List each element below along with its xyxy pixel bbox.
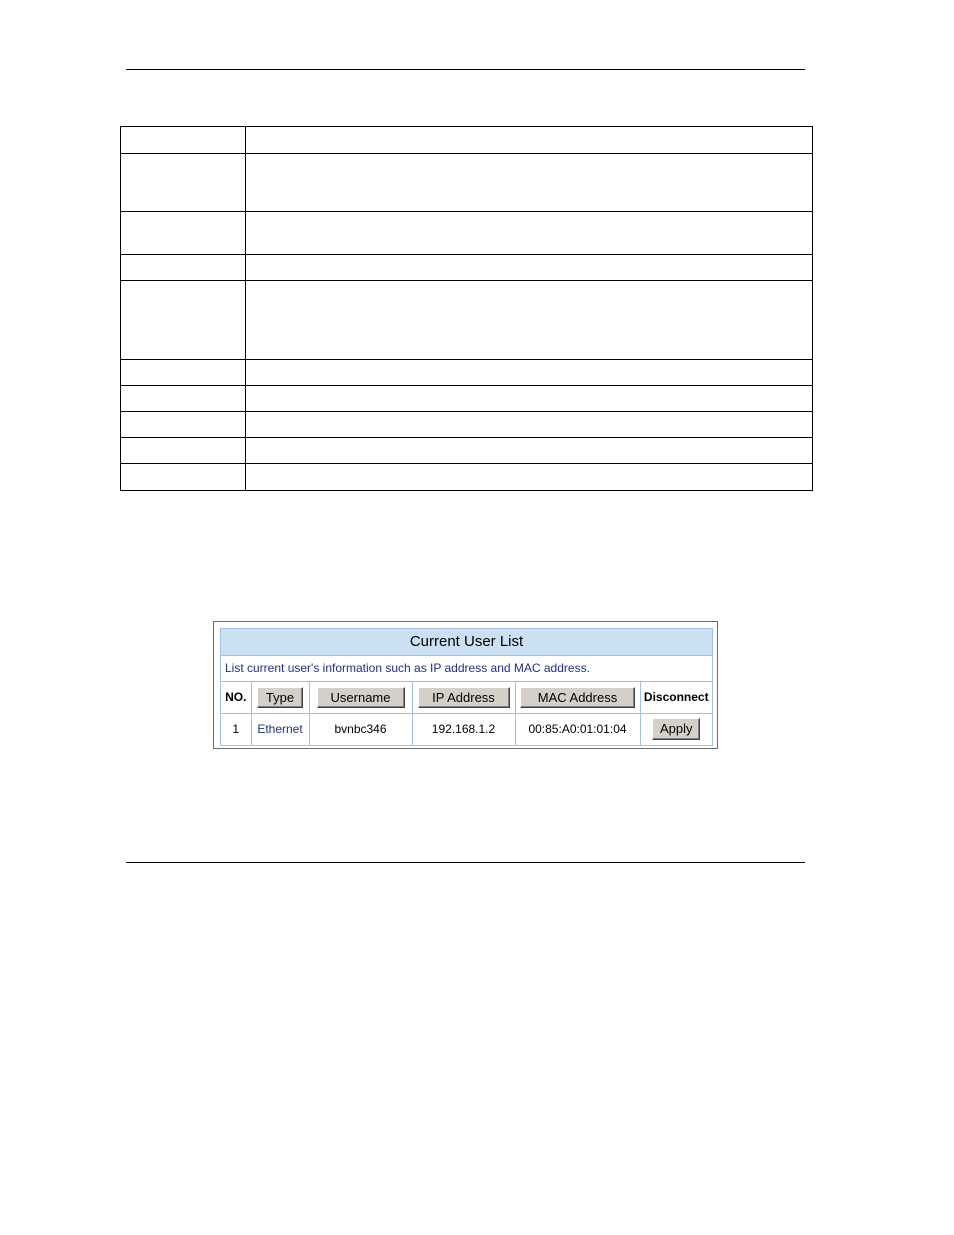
table-cell bbox=[121, 386, 246, 412]
sort-by-type-button[interactable]: Type bbox=[257, 687, 303, 708]
cell-ip-address: 192.168.1.2 bbox=[412, 713, 515, 745]
table-cell bbox=[246, 212, 813, 255]
table-row bbox=[121, 464, 813, 491]
table-cell bbox=[246, 255, 813, 281]
table-cell bbox=[121, 154, 246, 212]
table-cell bbox=[121, 412, 246, 438]
table-cell bbox=[121, 127, 246, 154]
panel-description: List current user's information such as IP address and MAC address. bbox=[221, 656, 712, 682]
column-header-type bbox=[251, 682, 309, 713]
sort-by-ip-address-button[interactable]: IP Address bbox=[418, 687, 510, 708]
table-row bbox=[121, 386, 813, 412]
table-row bbox=[121, 281, 813, 360]
table-cell bbox=[246, 360, 813, 386]
sort-by-mac-address-button[interactable]: MAC Address bbox=[520, 687, 635, 708]
user-list-header-row bbox=[221, 682, 712, 713]
table-row bbox=[121, 154, 813, 212]
table-row bbox=[121, 255, 813, 281]
cell-disconnect bbox=[640, 713, 712, 745]
table-cell bbox=[121, 212, 246, 255]
current-user-list-panel bbox=[220, 628, 713, 746]
panel-title: Current User List bbox=[221, 629, 712, 656]
table-cell bbox=[246, 281, 813, 360]
cell-no: 1 bbox=[221, 713, 251, 745]
table-cell bbox=[246, 464, 813, 491]
table-cell bbox=[121, 360, 246, 386]
document-table bbox=[120, 126, 813, 491]
table-cell bbox=[121, 255, 246, 281]
cell-mac-address: 00:85:A0:01:01:04 bbox=[515, 713, 640, 745]
apply-disconnect-button[interactable]: Apply bbox=[652, 718, 700, 740]
table-row bbox=[121, 360, 813, 386]
user-list-table bbox=[221, 682, 712, 745]
table-row bbox=[121, 438, 813, 464]
column-header-disconnect: Disconnect bbox=[640, 682, 712, 713]
cell-username: bvnbc346 bbox=[309, 713, 412, 745]
table-cell bbox=[246, 127, 813, 154]
table-cell bbox=[121, 464, 246, 491]
column-header-username bbox=[309, 682, 412, 713]
table-row bbox=[121, 212, 813, 255]
column-header-ip bbox=[412, 682, 515, 713]
table-row bbox=[121, 127, 813, 154]
table-cell bbox=[246, 386, 813, 412]
table-cell bbox=[121, 438, 246, 464]
table-cell bbox=[246, 412, 813, 438]
table-row bbox=[121, 412, 813, 438]
current-user-list-screenshot bbox=[213, 621, 718, 749]
table-row bbox=[221, 713, 712, 745]
table-cell bbox=[246, 438, 813, 464]
sort-by-username-button[interactable]: Username bbox=[317, 687, 405, 708]
column-header-no: NO. bbox=[221, 682, 251, 713]
cell-type: Ethernet bbox=[251, 713, 309, 745]
table-cell bbox=[246, 154, 813, 212]
header-rule bbox=[126, 69, 805, 70]
footer-rule bbox=[126, 862, 805, 863]
table-cell bbox=[121, 281, 246, 360]
column-header-mac bbox=[515, 682, 640, 713]
